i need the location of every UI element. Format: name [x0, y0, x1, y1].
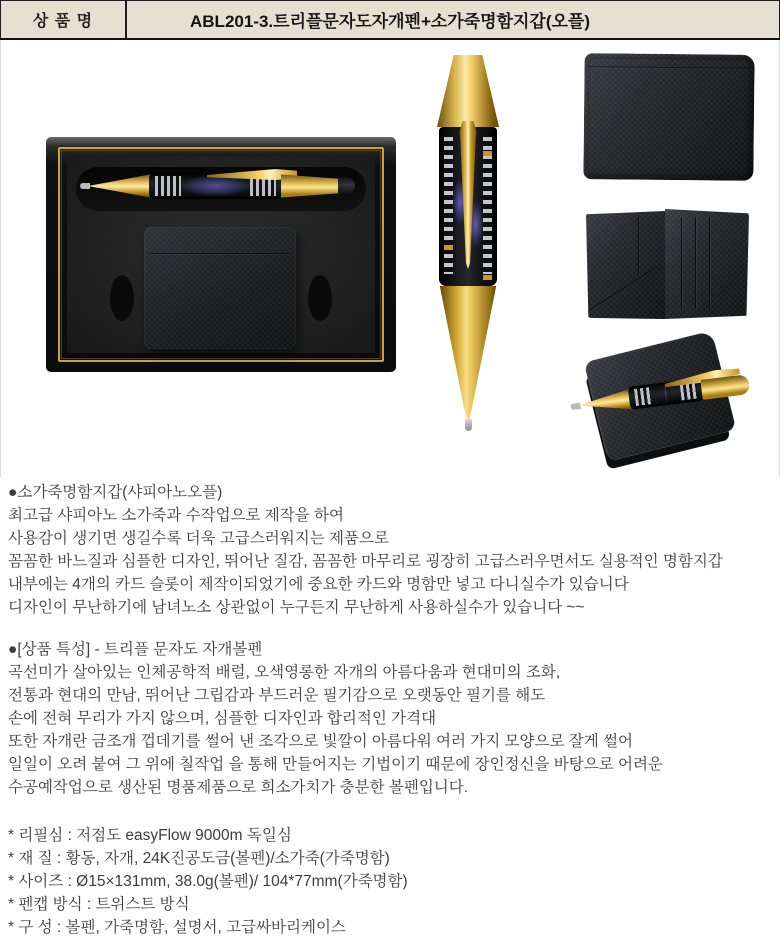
product-images-section — [0, 40, 780, 477]
pen-gold-cone — [88, 174, 150, 198]
pen-inlay-strip-right — [483, 137, 492, 274]
wallet-open-right-panel — [665, 209, 749, 319]
pen-pearl-decoration — [185, 176, 246, 196]
spec-line: * 리필심 : 저점도 easyFlow 9000m 독일심 — [8, 827, 292, 844]
product-description — [0, 477, 780, 939]
pen-description-line: 또한 자개란 금조개 껍데기를 썰어 낸 조각으로 빛깔이 아름다워 여러 가지 모양으로 잘게 썰어 — [8, 733, 633, 750]
pen-top-cone — [437, 55, 499, 127]
wallet-open-left-panel — [586, 211, 665, 319]
wallet-description-line: 꼼꼼한 바느질과 심플한 디자인, 뛰어난 질감, 꼼꼼한 마무리로 굉장히 고급스러우면서도 실용적인 명함지갑 — [8, 553, 723, 570]
card-slot-line — [695, 217, 696, 309]
product-title: ABL201-3.트리플문자도자개펜+소가죽명함지갑(오플) — [190, 12, 590, 31]
spec-lines — [8, 824, 780, 939]
wallet-description-block — [8, 481, 780, 619]
pen-gold-section — [281, 174, 339, 198]
box-finger-notch-left — [110, 275, 134, 321]
spec-line: * 사이즈 : Ø15×131mm, 38.0g(볼펜)/ 104*77mm(가죽명함) — [8, 873, 408, 890]
pen-inlay — [155, 176, 181, 196]
spec-block — [8, 824, 780, 939]
pen-end-cap — [338, 177, 355, 195]
pen-description-line: 전통과 현대의 만남, 뛰어난 그립감과 부드러운 필기감으로 오랫동안 필기를 해도 — [8, 687, 546, 704]
wallet-section-lines — [8, 504, 780, 619]
spec-line: * 재 질 : 황동, 자개, 24K진공도금(볼펜)/소가죽(가죽명함) — [8, 850, 390, 867]
pen-description-line: 수공예작업으로 생산된 명품제품으로 희소가치가 충분한 볼펜입니다. — [8, 779, 469, 796]
pen-orange-band — [483, 275, 492, 280]
pen-section-lines — [8, 661, 780, 799]
spec-line: * 구 성 : 볼펜, 가죽명함, 설명서, 고급싸바리케이스 — [8, 919, 346, 936]
card-slot-line — [638, 217, 639, 275]
pen-in-box — [80, 173, 362, 199]
wallet-in-box — [144, 227, 296, 349]
card-slot-line — [709, 217, 710, 309]
wallet-closed-image — [583, 53, 754, 181]
wallet-description-line: 최고급 샤피아노 소가죽과 수작업으로 제작을 하여 — [8, 507, 344, 524]
pen-orange-band — [444, 245, 453, 250]
pen-description-line: 일일이 오려 붙여 그 위에 칠작업 을 통해 만들어지는 기법이기 때문에 장인정신을 바탕으로 어려운 — [8, 756, 663, 773]
pen-orange-band — [483, 151, 492, 156]
wallet-description-line: 내부에는 4개의 카드 슬롯이 제작이되었기에 중요한 카드와 명함만 넣고 다니실수가 있습니다 — [8, 576, 629, 593]
pen-description-line: 곡선미가 살아있는 인체공학적 배럴, 오색영롱한 자개의 아름다움과 현대미의 조화, — [8, 664, 561, 681]
card-slot-line — [681, 217, 682, 309]
pen-section-heading: ●[상품 특성] - 트리플 문자도 자개볼펜 — [8, 641, 263, 658]
pen-pearl-decoration — [664, 385, 668, 402]
pen-tip — [570, 403, 581, 410]
gift-box-image — [46, 137, 396, 372]
pen-inlay — [634, 387, 652, 406]
pen-gold-section — [700, 374, 750, 400]
spec-line: * 펜캡 방식 : 트위스트 방식 — [8, 896, 190, 913]
product-name-label-cell — [1, 1, 127, 38]
pen-description-line: 손에 전혀 무리가 가지 않으며, 심플한 디자인과 합리적인 가격대 — [8, 710, 437, 727]
pen-feature-block — [8, 638, 780, 799]
wallet-description-line: 디자인이 무난하기에 남녀노소 상관없이 누구든지 무난하게 사용하실수가 있습니다 ~~ — [8, 599, 585, 616]
product-name-label: 상 품 명 — [32, 13, 94, 30]
wallet-description-line: 사용감이 생기면 생길수록 더욱 고급스러워지는 제품으로 — [8, 530, 389, 547]
wallet-pocket-line — [585, 267, 656, 314]
wallet-section-heading: ●소가죽명함지갑(샤피아노오플) — [8, 484, 223, 501]
pen-gold-cone — [577, 389, 631, 416]
box-finger-notch-right — [308, 275, 332, 321]
pen-lower-cone — [438, 286, 498, 425]
pen-image — [433, 55, 503, 440]
wallet-open-image — [586, 209, 749, 321]
product-header — [0, 0, 780, 40]
pen-barrel — [439, 127, 497, 286]
wallet-with-pen-image — [558, 339, 760, 469]
